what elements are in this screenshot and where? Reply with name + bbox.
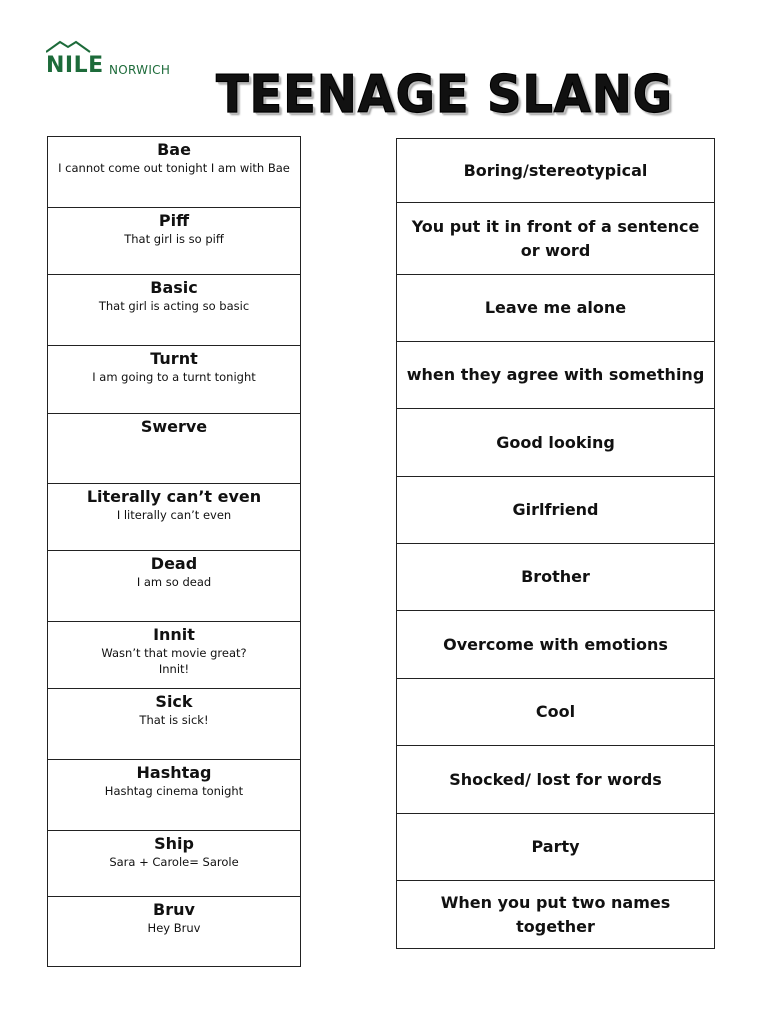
term-example: That is sick! xyxy=(139,713,209,727)
definition-row[interactable]: Girlfriend xyxy=(397,477,714,544)
term-example: I am so dead xyxy=(136,575,212,589)
term-example: Hashtag cinema tonight xyxy=(104,784,244,798)
definition-row[interactable]: Overcome with emotions xyxy=(397,611,714,679)
definition-row[interactable]: Brother xyxy=(397,544,714,611)
term-word: Basic xyxy=(150,278,198,297)
term-example: Wasn’t that movie great? Innit! xyxy=(101,646,247,676)
term-word: Innit xyxy=(153,625,195,644)
term-row[interactable] xyxy=(48,417,300,484)
definitions-table xyxy=(396,138,715,949)
term-example: I cannot come out tonight I am with Bae xyxy=(58,161,290,175)
term-word: Sick xyxy=(155,692,193,711)
term-row[interactable] xyxy=(48,349,300,414)
term-row[interactable] xyxy=(48,692,300,760)
definition-row[interactable]: when they agree with something xyxy=(397,342,714,409)
definition-row[interactable]: Good looking xyxy=(397,409,714,477)
slang-terms-table xyxy=(47,136,301,967)
mountain-roof-icon xyxy=(46,40,94,54)
page-title: TEENAGE SLANG xyxy=(216,65,673,125)
term-row[interactable] xyxy=(48,278,300,346)
term-row[interactable] xyxy=(48,625,300,689)
logo-brand: NILE xyxy=(46,53,104,78)
term-example: I literally can’t even xyxy=(116,508,232,522)
term-row[interactable] xyxy=(48,554,300,622)
logo-city: NORWICH xyxy=(109,63,171,77)
definition-row[interactable]: Cool xyxy=(397,679,714,746)
term-row[interactable] xyxy=(48,763,300,831)
term-word: Turnt xyxy=(150,349,198,368)
term-word: Dead xyxy=(150,554,198,573)
definition-row[interactable]: You put it in front of a sentence or word xyxy=(397,203,714,275)
nile-norwich-logo xyxy=(46,40,186,84)
definition-row[interactable]: Party xyxy=(397,814,714,881)
term-example: That girl is so piff xyxy=(124,232,224,246)
term-row[interactable] xyxy=(48,140,300,208)
term-example: That girl is acting so basic xyxy=(98,299,250,313)
term-word: Bae xyxy=(157,140,191,159)
term-word: Piff xyxy=(158,211,190,230)
term-word: Literally can’t even xyxy=(86,487,262,506)
definition-row[interactable]: Shocked/ lost for words xyxy=(397,746,714,814)
term-row[interactable] xyxy=(48,900,300,966)
definition-row[interactable]: Leave me alone xyxy=(397,275,714,342)
definition-row[interactable]: When you put two names together xyxy=(440,892,671,936)
term-row[interactable] xyxy=(48,211,300,275)
definition-row[interactable]: Boring/stereotypical xyxy=(397,139,714,203)
term-example: Sara + Carole= Sarole xyxy=(109,855,239,869)
term-row[interactable] xyxy=(48,834,300,897)
term-word: Hashtag xyxy=(136,763,212,782)
term-row[interactable] xyxy=(48,487,300,551)
term-word: Swerve xyxy=(140,417,208,436)
term-example: Hey Bruv xyxy=(147,921,201,935)
term-example: I am going to a turnt tonight xyxy=(92,370,256,384)
term-word: Bruv xyxy=(153,900,195,919)
term-word: Ship xyxy=(154,834,194,853)
